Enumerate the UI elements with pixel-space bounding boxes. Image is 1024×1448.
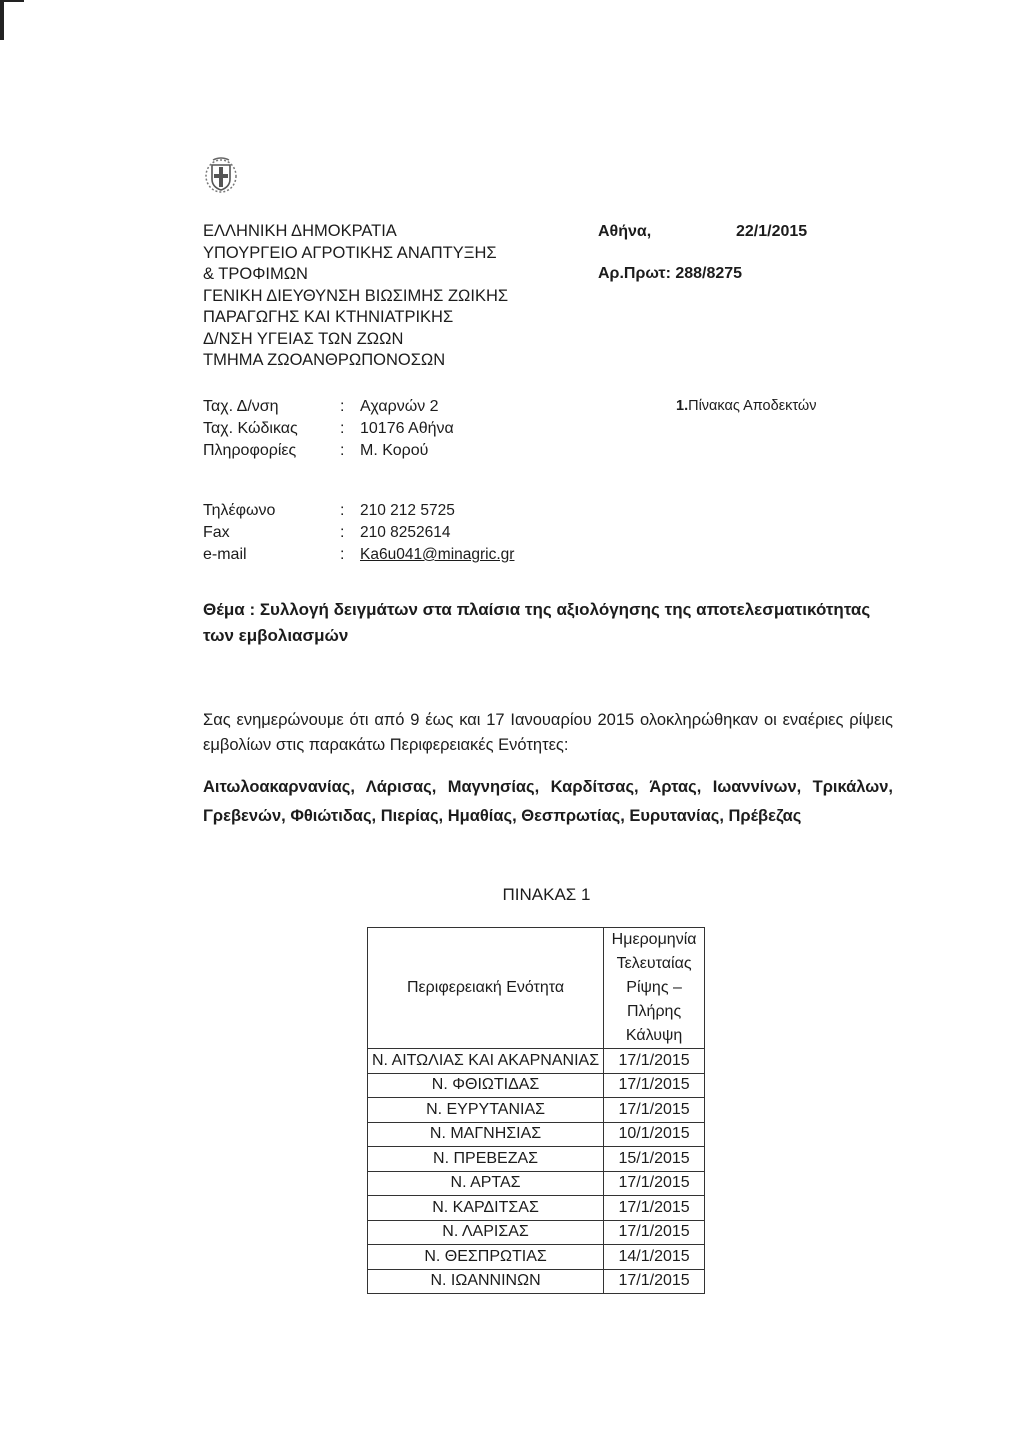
region-cell: Ν. ΕΥΡΥΤΑΝΙΑΣ [368, 1098, 604, 1123]
header-date-line: Ρίψης – [626, 979, 682, 996]
issuer-line: & ΤΡΟΦΙΜΩΝ [203, 265, 308, 283]
header-region: Περιφερειακή Ενότητα [368, 928, 604, 1049]
address-label: Ταχ. Δ/νση [203, 398, 279, 415]
issuer-line: ΥΠΟΥΡΓΕΙΟ ΑΓΡΟΤΙΚΗΣ ΑΝΑΠΤΥΞΗΣ [203, 243, 497, 262]
date-cell: 17/1/2015 [604, 1098, 705, 1123]
phone-row [203, 500, 514, 522]
issuer-line: Δ/ΝΣΗ ΥΓΕΙΑΣ ΤΩΝ ΖΩΩΝ [203, 329, 404, 348]
date-cell: 17/1/2015 [604, 1269, 705, 1294]
region-cell: Ν. ΑΡΤΑΣ [368, 1171, 604, 1196]
fax-row [203, 522, 514, 544]
recipients-label: Πίνακας Αποδεκτών [688, 398, 817, 414]
date-cell: 17/1/2015 [604, 1171, 705, 1196]
fax-label: Fax [203, 524, 230, 541]
region-cell: Ν. ΜΑΓΝΗΣΙΑΣ [368, 1122, 604, 1147]
separator: : [340, 398, 345, 415]
recipients-number: 1. [676, 398, 689, 414]
region-cell: Ν. ΙΩΑΝΝΙΝΩΝ [368, 1269, 604, 1294]
separator: : [340, 442, 345, 459]
table-title: ΠΙΝΑΚΑΣ 1 [502, 885, 591, 904]
table-row [368, 1245, 705, 1270]
header-date-line: Πλήρης [627, 1003, 682, 1020]
separator: : [340, 524, 345, 541]
separator: : [340, 420, 345, 437]
date-cell: 17/1/2015 [604, 1073, 705, 1098]
separator: : [340, 546, 345, 563]
table-row [368, 1196, 705, 1221]
date-protocol-block [598, 221, 807, 285]
table-row [368, 1147, 705, 1172]
date-cell: 17/1/2015 [604, 1220, 705, 1245]
fax-value: 210 8252614 [360, 524, 451, 541]
date-cell: 14/1/2015 [604, 1245, 705, 1270]
vaccination-table [367, 927, 705, 1294]
region-cell: Ν. ΠΡΕΒΕΖΑΣ [368, 1147, 604, 1172]
postal-value: 10176 Αθήνα [360, 420, 454, 437]
scan-edge-mark-top [0, 0, 24, 2]
address-value: Αχαρνών 2 [360, 398, 439, 415]
date-row [598, 221, 807, 243]
issuer-line: ΠΑΡΑΓΩΓΗΣ ΚΑΙ ΚΤΗΝΙΑΤΡΙΚΗΣ [203, 308, 454, 326]
regions-list: Αιτωλοακαρνανίας, Λάρισας, Μαγνησίας, Καρδίτσας, Άρτας, Ιωαννίνων, Τρικάλων, Γρεβενών, Φθιώτιδας, Πιερίας, Ημαθίας, Θεσπρωτίας, Ευρυτανίας, Πρέβεζας [203, 778, 893, 825]
issuer-block [203, 221, 508, 372]
region-cell: Ν. ΚΑΡΔΙΤΣΑΣ [368, 1196, 604, 1221]
info-value: Μ. Κορού [360, 442, 429, 459]
header-date-line: Ημερομηνία [611, 931, 697, 948]
table-row [368, 1098, 705, 1123]
region-cell: Ν. ΦΘΙΩΤΙΔΑΣ [368, 1073, 604, 1098]
email-row [203, 544, 514, 566]
city: Αθήνα, [598, 223, 652, 240]
address-block [203, 396, 454, 462]
document-date: 22/1/2015 [736, 223, 808, 240]
address-row [203, 396, 454, 418]
postal-label: Ταχ. Κώδικας [203, 420, 298, 437]
email-label: e-mail [203, 546, 247, 563]
contact-block [203, 500, 514, 566]
postal-row [203, 418, 454, 440]
date-cell: 10/1/2015 [604, 1122, 705, 1147]
body-paragraph: Σας ενημερώνουμε ότι από 9 έως και 17 Ιανουαρίου 2015 ολοκληρώθηκαν οι εναέριες ρίψεις εμβολίων στις παρακάτω Περιφερειακές Ενότητες: [203, 711, 893, 754]
info-row [203, 440, 454, 462]
region-cell: Ν. ΛΑΡΙΣΑΣ [368, 1220, 604, 1245]
issuer-line: ΕΛΛΗΝΙΚΗ ΔΗΜΟΚΡΑΤΙΑ [203, 222, 397, 240]
table-header-row [368, 928, 705, 1049]
subject: Θέμα : Συλλογή δειγμάτων στα πλαίσια της αξιολόγησης της αποτελεσματικότητας των εμβολιασμών [203, 600, 871, 645]
email-link[interactable]: Ka6u041@minagric.gr [360, 546, 515, 563]
phone-value: 210 212 5725 [360, 502, 455, 519]
table-row [368, 1073, 705, 1098]
table-row [368, 1049, 705, 1074]
issuer-line: ΤΜΗΜΑ ΖΩΟΑΝΘΡΩΠΟΝΟΣΩΝ [203, 351, 446, 369]
header-date-line: Κάλυψη [625, 1027, 683, 1044]
table-row [368, 1269, 705, 1294]
date-cell: 17/1/2015 [604, 1196, 705, 1221]
table-row [368, 1220, 705, 1245]
phone-label: Τηλέφωνο [203, 502, 276, 519]
region-cell: Ν. ΘΕΣΠΡΩΤΙΑΣ [368, 1245, 604, 1270]
scan-edge-mark [0, 0, 4, 40]
table-row [368, 1122, 705, 1147]
date-cell: 15/1/2015 [604, 1147, 705, 1172]
separator: : [340, 502, 345, 519]
info-label: Πληροφορίες [203, 442, 297, 459]
recipients-note [676, 398, 817, 414]
table-row [368, 1171, 705, 1196]
header-date-line: Τελευταίας [616, 955, 692, 972]
protocol-number: Αρ.Πρωτ: 288/8275 [598, 265, 743, 282]
date-cell: 17/1/2015 [604, 1049, 705, 1074]
greek-coat-of-arms-icon [203, 155, 239, 195]
issuer-line: ΓΕΝΙΚΗ ΔΙΕΥΘΥΝΣΗ ΒΙΩΣΙΜΗΣ ΖΩΙΚΗΣ [203, 286, 509, 305]
header-date [604, 928, 705, 1049]
region-cell: Ν. ΑΙΤΩΛΙΑΣ ΚΑΙ ΑΚΑΡΝΑΝΙΑΣ [368, 1049, 604, 1074]
